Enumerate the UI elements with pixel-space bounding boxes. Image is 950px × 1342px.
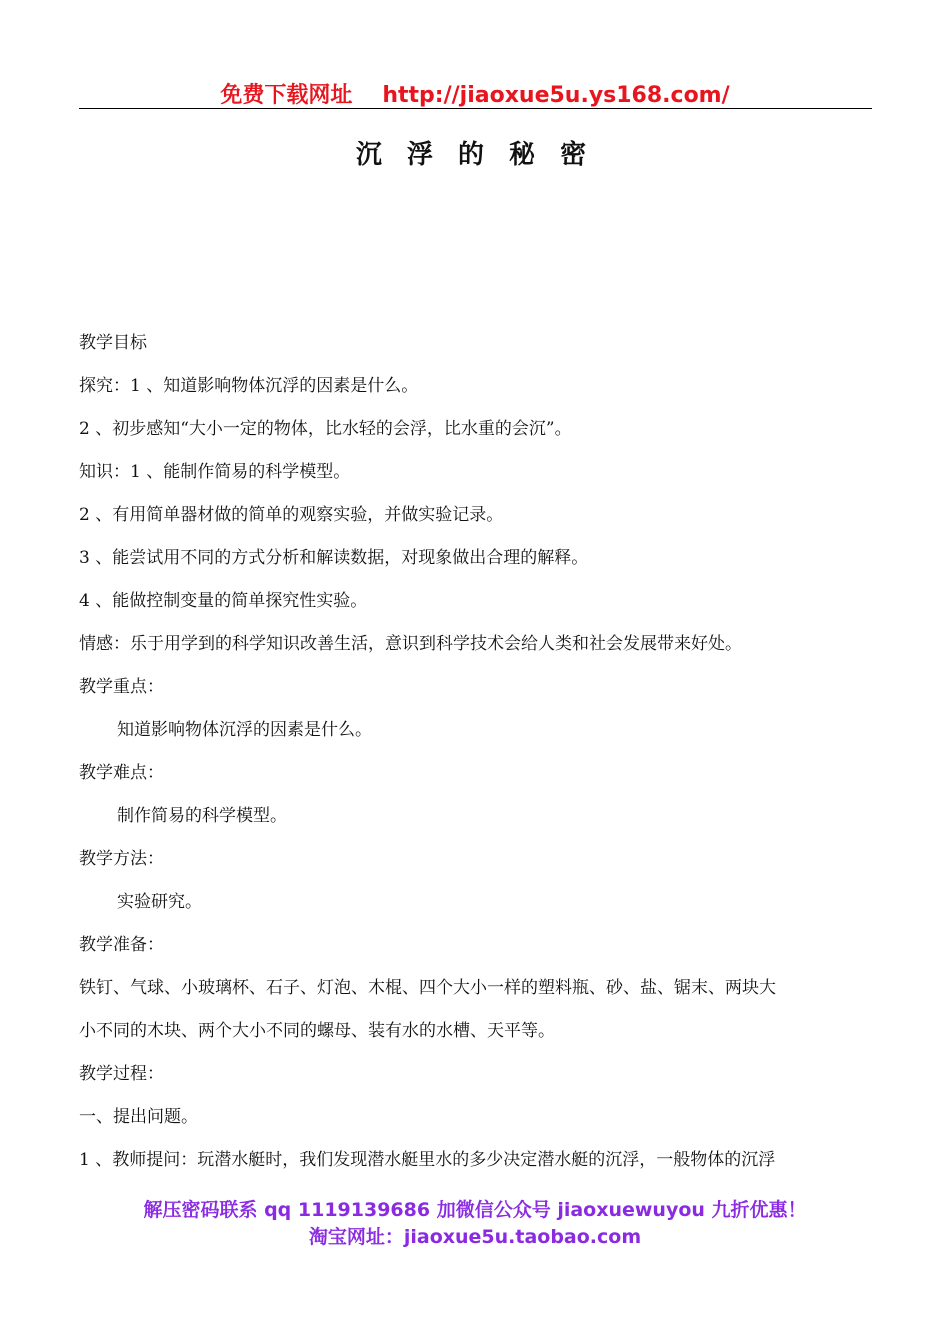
paragraph-line: 知识：1 、能制作简易的科学模型。 (79, 462, 351, 482)
footer-contact-line: 解压密码联系 qq 1119139686 加微信公众号 jiaoxuewuyou 九折优惠！ (143, 1199, 807, 1221)
header-banner (0, 78, 950, 109)
paragraph-line: 实验研究。 (117, 892, 202, 912)
paragraph-line: 知道影响物体沉浮的因素是什么。 (117, 720, 372, 740)
header-url-link[interactable]: http://jiaoxue5u.ys168.com/ (382, 83, 730, 108)
paragraph-line: 小不同的木块、两个大小不同的螺母、装有水的水槽、天平等。 (79, 1021, 555, 1041)
paragraph-line: 教学过程： (79, 1064, 164, 1084)
paragraph-line: 探究：1 、知道影响物体沉浮的因素是什么。 (79, 376, 419, 396)
header-label: 免费下载网址 (220, 83, 353, 108)
paragraph-line: 教学方法： (79, 849, 164, 869)
paragraph-line: 3 、能尝试用不同的方式分析和解读数据，对现象做出合理的解释。 (79, 548, 589, 568)
paragraph-line: 2 、初步感知“大小一定的物体，比水轻的会浮，比水重的会沉”。 (79, 419, 572, 439)
header-divider (79, 108, 872, 109)
paragraph-line: 情感：乐于用学到的科学知识改善生活，意识到科学技术会给人类和社会发展带来好处。 (79, 634, 742, 654)
document-title: 沉 浮 的 秘 密 (355, 140, 595, 170)
paragraph-line: 2 、有用简单器材做的简单的观察实验，并做实验记录。 (79, 505, 504, 525)
paragraph-line: 1 、教师提问：玩潜水艇时，我们发现潜水艇里水的多少决定潜水艇的沉浮，一般物体的沉浮 (79, 1150, 776, 1170)
paragraph-line: 一、提出问题。 (79, 1107, 198, 1127)
paragraph-line: 4 、能做控制变量的简单探究性实验。 (79, 591, 368, 611)
footer-banner (0, 1197, 950, 1251)
document-body (79, 322, 874, 1182)
paragraph-line: 教学目标 (79, 333, 147, 353)
paragraph-line: 教学难点： (79, 763, 164, 783)
footer-shop-link[interactable]: 淘宝网址：jiaoxue5u.taobao.com (308, 1226, 642, 1248)
paragraph-line: 制作简易的科学模型。 (117, 806, 287, 826)
paragraph-line: 教学重点： (79, 677, 164, 697)
paragraph-line: 铁钉、气球、小玻璃杯、石子、灯泡、木棍、四个大小一样的塑料瓶、砂、盐、锯末、两块大 (79, 978, 776, 998)
paragraph-line: 教学准备： (79, 935, 164, 955)
